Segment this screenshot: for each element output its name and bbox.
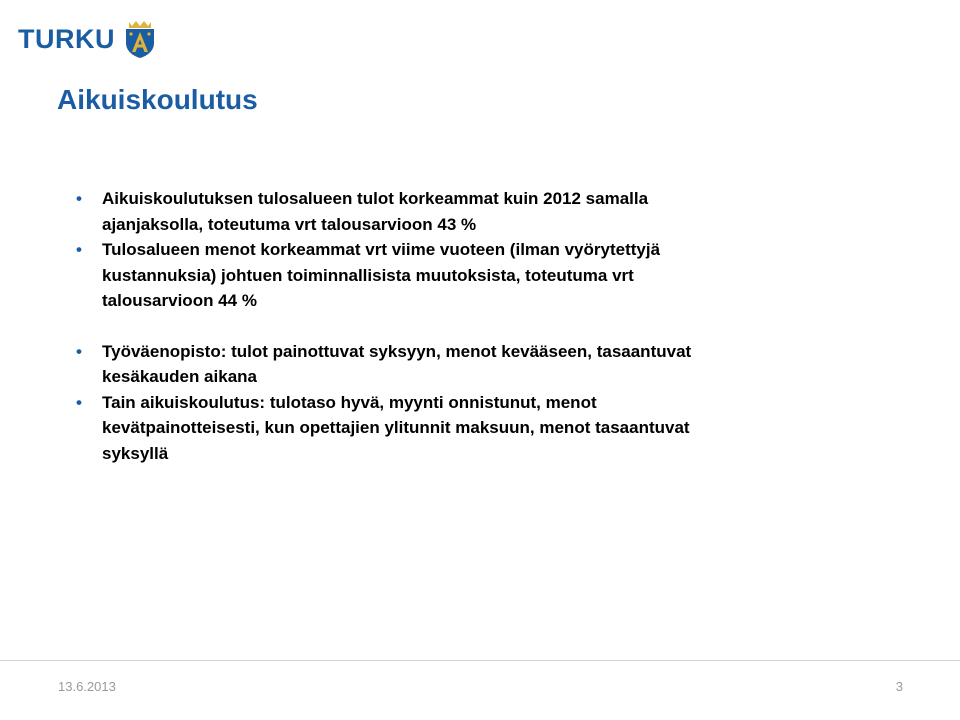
bullet-text-line: kevätpainotteisesti, kun opettajien ylitunnit maksuun, menot tasaantuvat — [102, 418, 690, 437]
bullet-item — [76, 237, 866, 314]
turku-logo — [18, 18, 157, 60]
bullet-text-line: kesäkauden aikana — [102, 367, 257, 386]
bullet-text-line: Työväenopisto: tulot painottuvat syksyyn, menot kevääseen, tasaantuvat — [102, 341, 692, 361]
bullet-text-line: kustannuksia) johtuen toiminnallisista muutoksista, toteutuma vrt — [102, 265, 634, 285]
page-number: 3 — [895, 679, 903, 694]
bullet-dot: • — [76, 341, 82, 361]
footer-divider — [0, 660, 960, 661]
bullet-text-line: Aikuiskoulutuksen tulosalueen tulot korkeammat kuin 2012 samalla — [102, 189, 649, 208]
bullet-item — [76, 390, 866, 467]
bullet-dot: • — [76, 392, 82, 412]
footer-date: 13.6.2013 — [58, 679, 116, 694]
bullet-item — [76, 186, 866, 237]
bullet-text-line: talousarvioon 44 % — [102, 291, 257, 310]
bullet-dot: • — [76, 240, 82, 259]
slide-title: Aikuiskoulutus — [57, 84, 258, 115]
turku-crest-icon — [123, 19, 157, 59]
bullet-text-line: Tain aikuiskoulutus: tulotaso hyvä, myynti onnistunut, menot — [102, 392, 597, 412]
logo-text: TURKU — [18, 23, 115, 54]
bullet-text-line: Tulosalueen menot korkeammat vrt viime vuoteen (ilman vyörytettyjä — [102, 240, 661, 259]
bullet-dot: • — [76, 189, 82, 208]
bullet-text-line: ajanjaksolla, toteutuma vrt talousarvioon 43 % — [102, 214, 477, 234]
bullet-item — [76, 339, 866, 390]
bullet-text-line: syksyllä — [102, 443, 169, 463]
bullet-list — [76, 186, 866, 466]
